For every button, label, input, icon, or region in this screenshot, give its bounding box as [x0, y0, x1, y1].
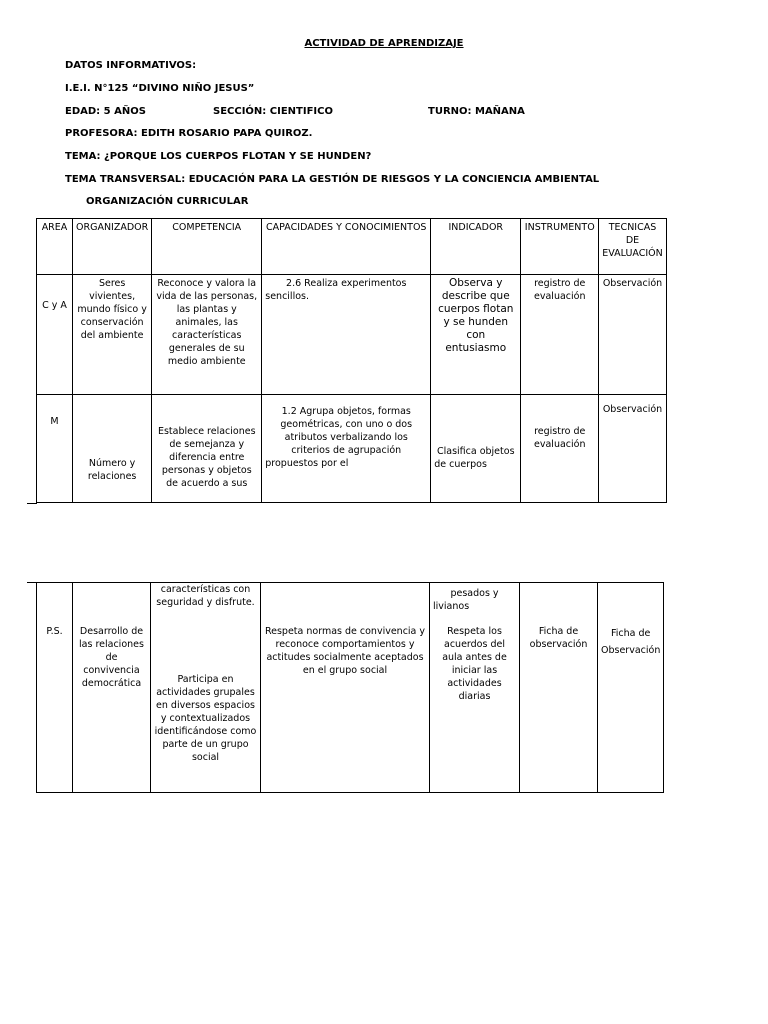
header-organizador: ORGANIZADOR — [73, 219, 152, 275]
table-row — [37, 395, 667, 503]
cell-organizador: Desarrollo de las relaciones de convivencia democrática — [73, 623, 151, 793]
tema-transversal-field: TEMA TRANSVERSAL: EDUCACIÓN PARA LA GESTIÓN DE RIESGOS Y LA CONCIENCIA AMBIENTAL — [65, 174, 600, 185]
tema-field: TEMA: ¿PORQUE LOS CUERPOS FLOTAN Y SE HUNDEN? — [65, 151, 372, 162]
cell-area — [37, 583, 73, 623]
cell-capacidades: Respeta normas de convivencia y reconoce comportamientos y actitudes socialmente aceptados en el grupo social — [261, 623, 430, 793]
cell-tecnicas: Observación — [599, 395, 667, 503]
header-tecnicas: TECNICAS DE EVALUACIÓN — [599, 219, 667, 275]
cell-organizador: Seres vivientes, mundo físico y conservación del ambiente — [73, 275, 152, 395]
cell-competencia: características con seguridad y disfrute. — [151, 583, 261, 623]
cell-indicador: Observa y describe que cuerpos flotan y se hunden con entusiasmo — [431, 275, 521, 395]
cell-organizador: Número y relaciones — [73, 395, 152, 503]
cell-instrumento: Ficha de observación — [520, 623, 598, 793]
institution-name: I.E.I. N°125 “DIVINO NIÑO JESUS” — [65, 83, 255, 94]
curriculum-table-continued — [36, 582, 664, 793]
cell-competencia: Participa en actividades grupales en diversos espacios y contextualizados identificándose como parte de un grupo social — [151, 623, 261, 793]
cell-capacidades — [261, 583, 430, 623]
datos-informativos: DATOS INFORMATIVOS: — [65, 60, 197, 71]
cell-indicador: Respeta los acuerdos del aula antes de iniciar las actividades diarias — [430, 623, 520, 793]
edad-field: EDAD: 5 AÑOS — [65, 106, 146, 117]
table-row — [37, 583, 664, 623]
table-row — [37, 623, 664, 793]
table-header-row — [37, 219, 667, 275]
cell-competencia: Establece relaciones de semejanza y diferencia entre personas y objetos de acuerdo a sus — [152, 395, 262, 503]
cell-instrumento: registro de evaluación — [521, 275, 599, 395]
document-title: ACTIVIDAD DE APRENDIZAJE — [304, 38, 464, 49]
cell-area: C y A — [37, 275, 73, 395]
header-indicador: INDICADOR — [431, 219, 521, 275]
table-row — [37, 275, 667, 395]
cell-capacidades: 2.6 Realiza experimentos sencillos. — [262, 275, 431, 395]
cell-instrumento — [520, 583, 598, 623]
cell-tecnicas — [598, 583, 664, 623]
cell-capacidades: 1.2 Agrupa objetos, formas geométricas, con uno o dos atributos verbalizando los criterios de agrupación propuestos por el — [262, 395, 431, 503]
cell-indicador: pesados y livianos — [430, 583, 520, 623]
cell-area: P.S. — [37, 623, 73, 793]
header-competencia: COMPETENCIA — [152, 219, 262, 275]
cell-competencia: Reconoce y valora la vida de las personas, las plantas y animales, las características generales de su medio ambiente — [152, 275, 262, 395]
organizacion-curricular-heading: ORGANIZACIÓN CURRICULAR — [86, 196, 249, 207]
cell-organizador — [73, 583, 151, 623]
header-instrumento: INSTRUMENTO — [521, 219, 599, 275]
cell-tecnicas: Ficha de Observación — [598, 623, 664, 793]
cell-instrumento: registro de evaluación — [521, 395, 599, 503]
cell-indicador: Clasifica objetos de cuerpos — [431, 395, 521, 503]
header-area: AREA — [37, 219, 73, 275]
page-break-mark — [27, 503, 37, 504]
header-capacidades: CAPACIDADES Y CONOCIMIENTOS — [262, 219, 431, 275]
cell-tecnicas: Observación — [599, 275, 667, 395]
seccion-field: SECCIÓN: CIENTIFICO — [213, 106, 333, 117]
turno-field: TURNO: MAÑANA — [428, 106, 525, 117]
curriculum-table — [36, 218, 667, 503]
profesora-field: PROFESORA: EDITH ROSARIO PAPA QUIROZ. — [65, 128, 313, 139]
cell-area: M — [37, 395, 73, 503]
